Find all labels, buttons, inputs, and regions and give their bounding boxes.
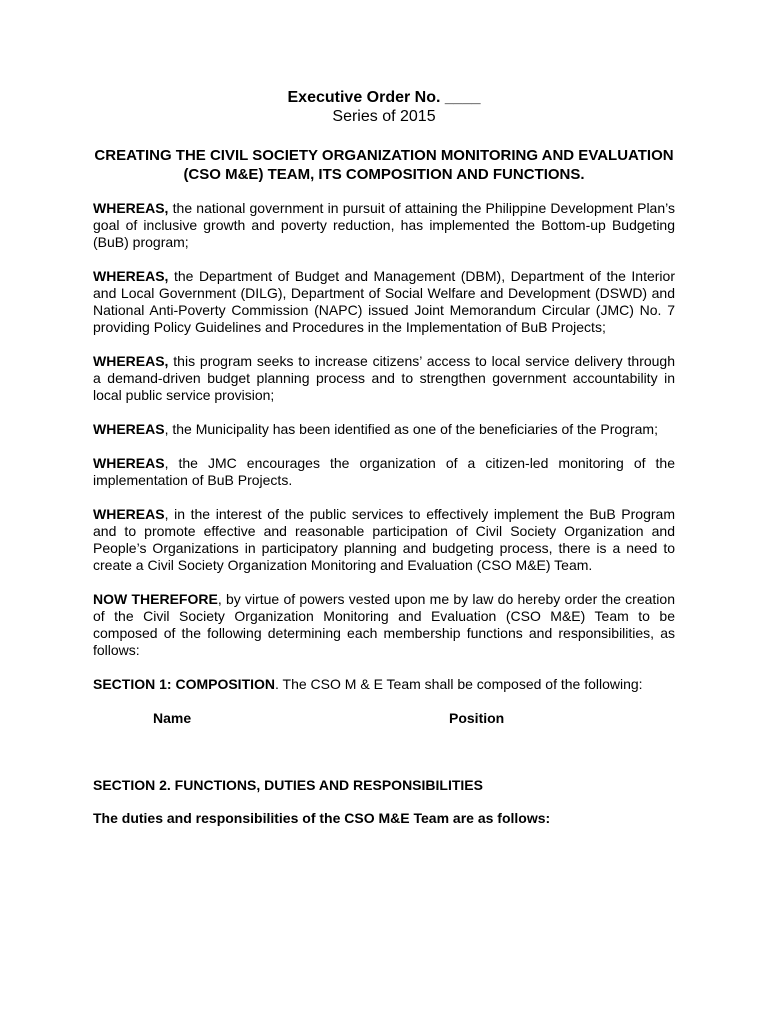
section-1-composition xyxy=(93,676,675,693)
paragraph-text: , in the interest of the public services to effectively implement the BuB Program and to promote effective and reasonable participation of Civil Society Organization and People’s Organizations in participatory planning and budgeting process, there is a need to create a Civil Society Organization Monitoring and Evaluation (CSO M&E) Team. xyxy=(93,506,675,573)
column-name-header: Name xyxy=(153,710,192,726)
section-2-heading: SECTION 2. FUNCTIONS, DUTIES AND RESPONSIBILITIES xyxy=(93,777,483,793)
whereas-paragraph-1 xyxy=(93,200,675,251)
paragraph-text: the national government in pursuit of attaining the Philippine Development Plan’s goal of inclusive growth and poverty reduction, has implemented the Bottom-up Budgeting (BuB) program; xyxy=(93,200,675,250)
now-therefore-paragraph xyxy=(93,591,675,659)
paragraph-lead: WHEREAS xyxy=(93,421,165,437)
order-heading: CREATING THE CIVIL SOCIETY ORGANIZATION MONITORING AND EVALUATION (CSO M&E) TEAM, ITS COMPOSITION AND FUNCTIONS. xyxy=(94,147,674,183)
paragraph-lead: WHEREAS, xyxy=(93,200,169,216)
duties-intro: The duties and responsibilities of the CSO M&E Team are as follows: xyxy=(93,810,551,826)
executive-order-title: Executive Order No. ____ xyxy=(287,89,481,106)
section-1-text: . The CSO M & E Team shall be composed of the following: xyxy=(275,676,643,692)
section-1-lead: SECTION 1: COMPOSITION xyxy=(93,676,276,692)
paragraph-text: , by virtue of powers vested upon me by law do hereby order the creation of the Civil Society Organization Monitoring and Evaluation (CSO M&E) Team to be composed of the following determining each membership functions and responsibilities, as follows: xyxy=(93,591,675,658)
paragraph-lead: WHEREAS xyxy=(93,455,165,471)
whereas-paragraph-4 xyxy=(93,421,675,438)
paragraph-text: , the JMC encourages the organization of a citizen-led monitoring of the implementation of BuB Projects. xyxy=(93,455,675,488)
paragraph-lead: WHEREAS xyxy=(93,506,165,522)
paragraph-lead: NOW THEREFORE xyxy=(93,591,218,607)
paragraph-lead: WHEREAS, xyxy=(93,353,169,369)
paragraph-lead: WHEREAS, xyxy=(93,268,169,284)
whereas-paragraph-2 xyxy=(93,268,675,336)
composition-table-header xyxy=(93,710,675,727)
whereas-paragraph-6 xyxy=(93,506,675,574)
document-page xyxy=(93,88,675,827)
column-position-header: Position xyxy=(449,710,505,726)
paragraph-text: , the Municipality has been identified as one of the beneficiaries of the Program; xyxy=(164,421,658,437)
whereas-paragraph-3 xyxy=(93,353,675,404)
paragraph-text: the Department of Budget and Management (DBM), Department of the Interior and Local Government (DILG), Department of Social Welfare and Development (DSWD) and National Anti-Poverty Commission (NAPC) issued Joint Memorandum Circular (JMC) No. 7 providing Policy Guidelines and Procedures in the Implementation of BuB Projects; xyxy=(93,268,675,335)
whereas-paragraph-5 xyxy=(93,455,675,489)
series-line: Series of 2015 xyxy=(332,108,436,125)
paragraph-text: this program seeks to increase citizens’ access to local service delivery through a demand-driven budget planning process and to strengthen government accountability in local public service provision; xyxy=(93,353,675,403)
